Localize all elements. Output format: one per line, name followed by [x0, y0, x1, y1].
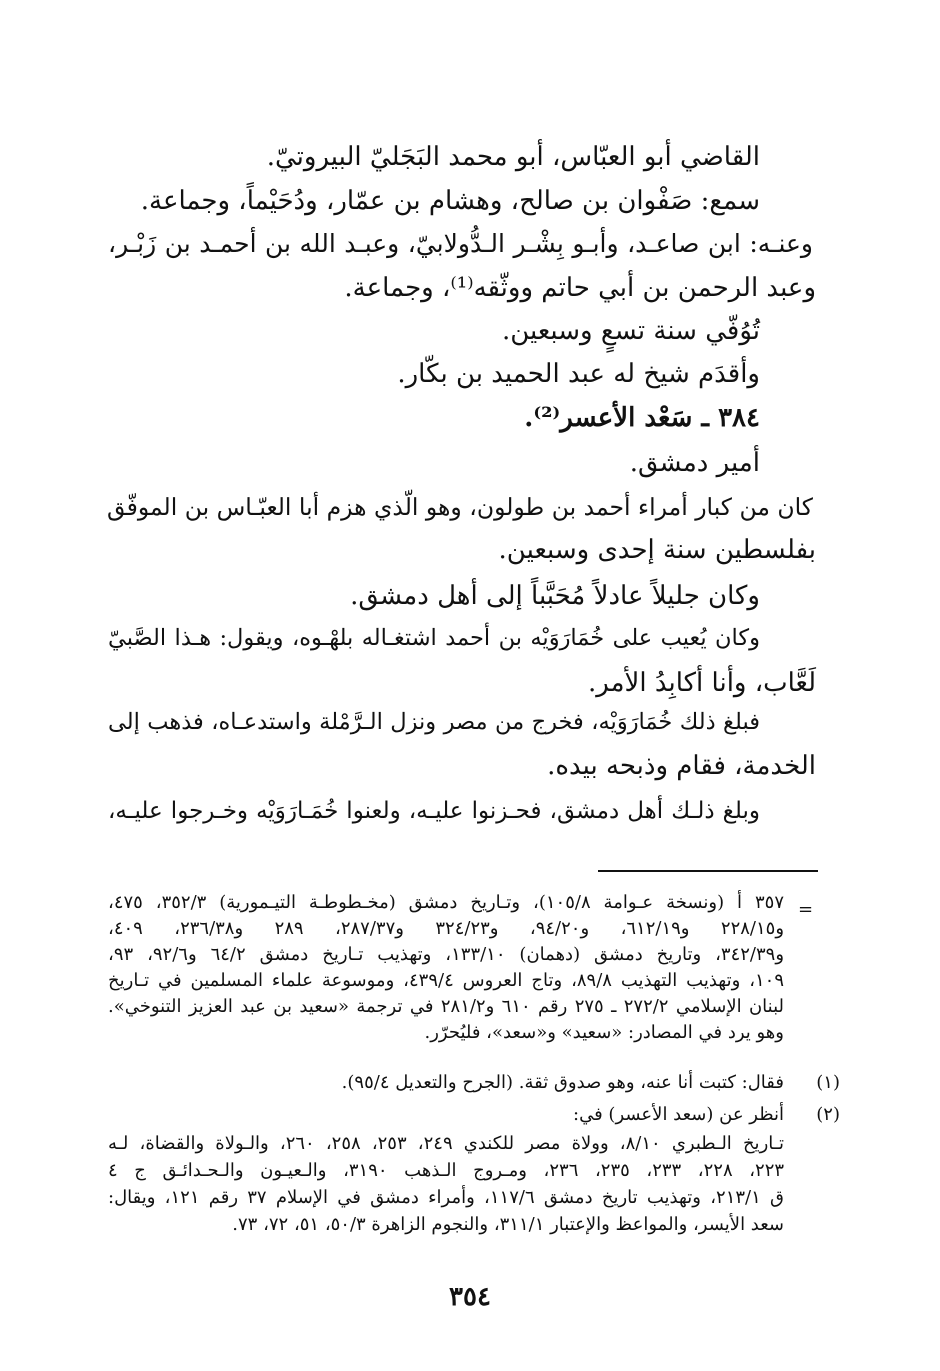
footnote-line: و٣٤٢/٣٩، وتاريخ دمشق (دهمان) ١٣٣/١٠، وتهذيب تـاريخ دمشق ٦٤/٢ و٩٢/٦، ٩٣،	[108, 944, 785, 965]
footnote-line: وهو يرد في المصادر: «سعيد» و«سعد»، فليُحرّر.	[424, 1022, 784, 1043]
text-line: وكان جليلاً عادلاً مُحَبَّباً إلى أهل دمشق.	[350, 581, 760, 611]
page-number: ٣٥٤	[449, 1282, 491, 1312]
footnote-line: ق ٢١٣/١، وتهذيب تاريخ دمشق ١١٧/٦، وأمراء دمشق في الإسلام ٣٧ رقم ١٢١، ويقال:	[108, 1187, 784, 1208]
footnote-line: ١٠٩، وتهذيب التهذيب ٨٩/٨، وتاج العروس ٤٣٩/٤، وموسوعة علماء المسلمين في تـاريخ	[108, 970, 785, 991]
footnote-line: لبنان الإسلامي ٢٧٢/٢ ـ ٢٧٥ رقم ٦١٠ و٢٨١/٢ في ترجمة «سعيد بن عبد العزيز التنوخي».	[108, 996, 785, 1017]
text-line: وأقدَم شيخ له عبد الحميد بن بكّار.	[397, 359, 760, 389]
text-line: وعبد الرحمن بن أبي حاتم ووثّقه⁽¹⁾، وجماعة.	[344, 273, 816, 303]
text-line: لَعَّاب، وأنا أكابِدُ الأمر.	[588, 668, 816, 698]
text-line: تُوُفّي سنة تسعٍ وسبعين.	[501, 316, 760, 346]
footnote-separator	[598, 870, 818, 872]
footnote-line: سعد الأيسر، والمواعظ والإعتبار ٣١١/١، والنجوم الزاهرة ٥٠/٣، ٥١، ٧٢، ٧٣.	[232, 1214, 784, 1235]
text-line: فبلغ ذلك خُمَارَوَيْه، فخرج من مصر ونزل الـرَّمْلة واستدعـاه، فذهب إلى	[108, 709, 760, 735]
footnote-line: ٣٥٧ أ (ونسخة عـوامة ١٠٥/٨)، وتـاريخ دمشق (مخـطوطـة التيـمورية) ٣٥٢/٣، ٤٧٥،	[108, 892, 785, 913]
footnote-continuation-marker: =	[798, 899, 814, 920]
text-line: سمع: صَفْوان بن صالح، وهشام بن عمّار، ودُحَيْماً، وجماعة.	[140, 186, 760, 216]
text-line: وعنـه: ابن صاعـد، وأبـو بِشْـر الـدُّولابيّ، وعبـد الله بن أحمـد بن زَبْـر،	[108, 229, 813, 258]
footnote-number: (٢)	[816, 1104, 840, 1125]
footnote-number: (١)	[816, 1072, 840, 1093]
text-line: القاضي أبو العبّاس، أبو محمد البَجَليّ البيروتيّ.	[266, 142, 760, 172]
text-line: بفلسطين سنة إحدى وسبعين.	[498, 535, 816, 565]
text-line: كان من كبار أمراء أحمد بن طولون، وهو الّذي هزم أبا العبّـاس بن الموفّق	[107, 493, 813, 521]
footnote-line: و٢٢٨/١٥ و٦١٢/١٩، و٩٤/٢٠، و٣٢٤/٢٣ و٢٨٧/٣٧، ٢٨٩ و٢٣٦/٣٨، ٤٠٩،	[108, 918, 785, 939]
text-line: الخدمة، فقام وذبحه بيده.	[547, 751, 816, 781]
text-line: أمير دمشق.	[629, 448, 760, 478]
footnote-line: ٢٢٣، ٢٢٨، ٢٣٣، ٢٣٥، ٢٣٦، ومـروج الـذهب ٣١٩٠، والـعيـون والـحـدائـق ج ٤	[108, 1160, 785, 1181]
footnote-line: تـاريخ الـطبري ٨/١٠، وولاة مصر للكندي ٢٤٩، ٢٥٣، ٢٥٨، ٢٦٠، والـولاة والقضاة، لـه	[108, 1133, 785, 1154]
text-line: وبلغ ذلـك أهل دمشق، فحـزنوا عليـه، ولعنوا خُمَـارَوَيْه وخـرجوا عليـه،	[108, 798, 760, 824]
footnote-line: أنظر عن (سعد الأعسر) في:	[573, 1104, 784, 1125]
entry-heading: ٣٨٤ ـ سَعْد الأعسر⁽²⁾.	[524, 403, 760, 433]
text-line: وكان يُعيب على خُمَارَوَيْه بن أحمد اشتغـاله بلهْـوه، ويقول: هـذا الصَّبيّ	[108, 625, 760, 651]
footnote-line: فقال: كتبت أنا عنه، وهو صدوق ثقة. (الجرح والتعديل ٩٥/٤).	[341, 1072, 784, 1093]
